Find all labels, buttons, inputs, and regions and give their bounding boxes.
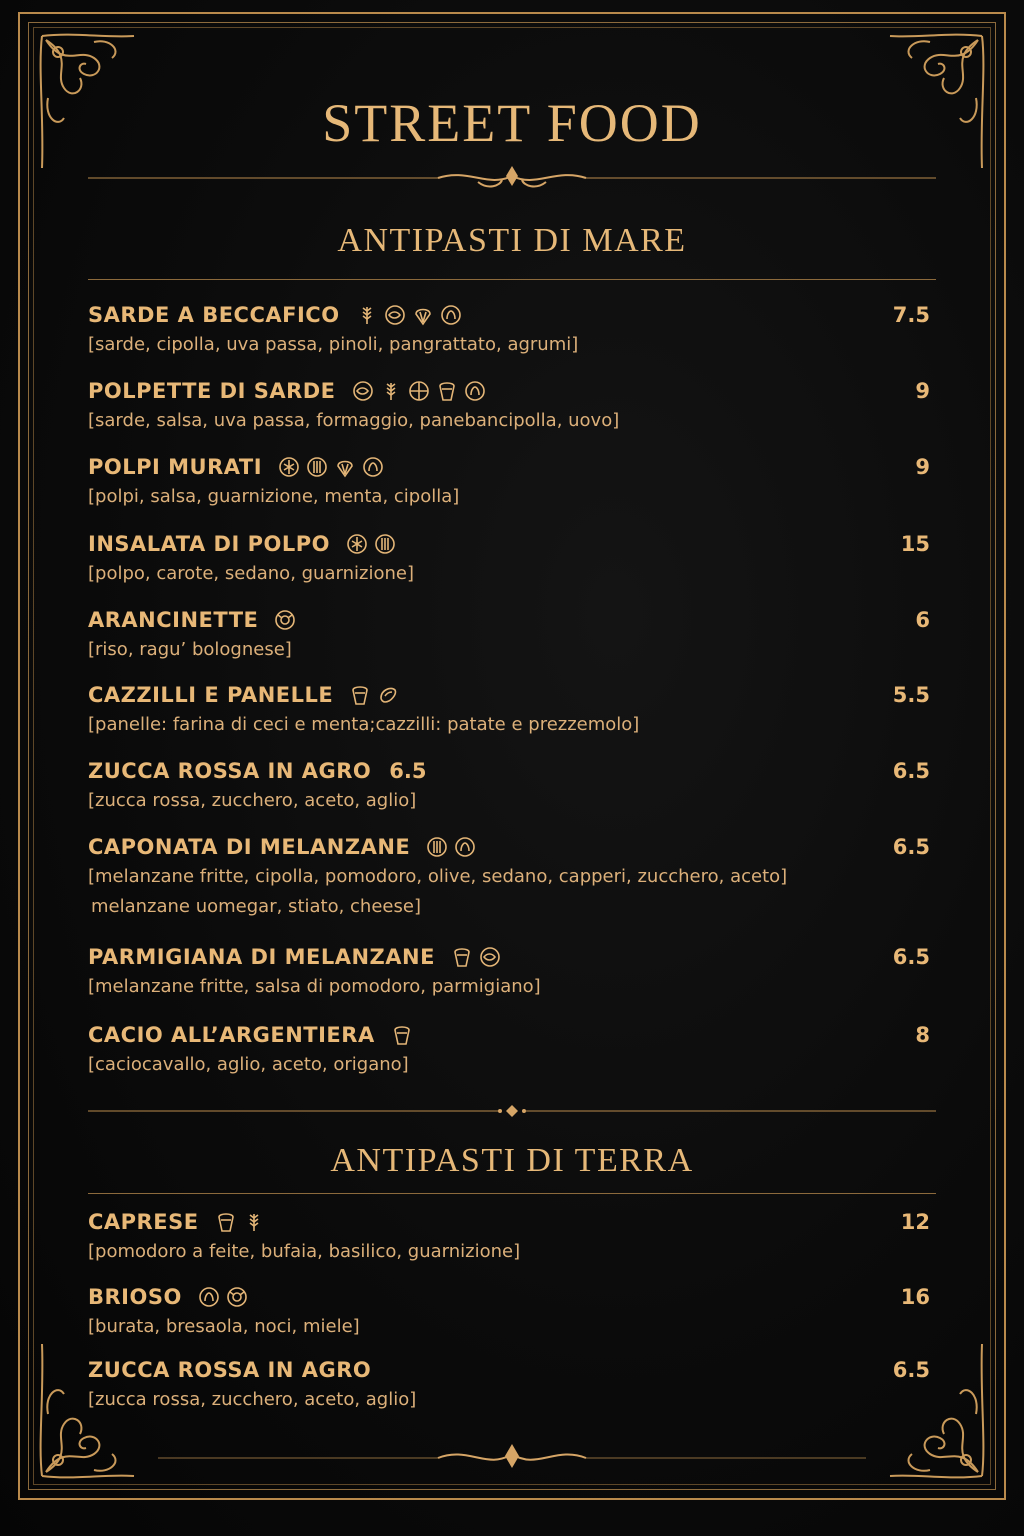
- menu-item-description-cont: melanzane uomegar, stiato, cheese]: [91, 896, 421, 917]
- menu-item-price: 6.5: [892, 1358, 930, 1382]
- menu-item-description: [melanzane fritte, cipolla, pomodoro, olive, sedano, capperi, zucchero, aceto]: [88, 866, 788, 887]
- menu-item-description: [sarde, cipolla, uva passa, pinoli, pangrattato, agrumi]: [88, 334, 579, 355]
- fish-icon: [384, 304, 406, 326]
- wheat-icon: [356, 304, 378, 326]
- menu-item-price: 7.5: [892, 303, 930, 327]
- menu-item-price: 12: [900, 1210, 930, 1234]
- section-title-mare: ANTIPASTI DI MARE: [337, 222, 687, 259]
- menu-item-header: [88, 529, 930, 559]
- menu-item-description: [polpi, salsa, guarnizione, menta, cipolla]: [88, 486, 460, 507]
- legume-icon: [377, 684, 399, 706]
- menu-item-header: [88, 1020, 930, 1050]
- menu-item: [88, 1207, 930, 1267]
- menu-item-header: [88, 680, 930, 710]
- allergen-icons: [198, 1286, 248, 1308]
- menu-item-name: PARMIGIANA DI MELANZANE: [88, 945, 435, 969]
- milk-icon: [215, 1211, 237, 1233]
- menu-item-description: [burata, bresaola, noci, miele]: [88, 1316, 360, 1337]
- menu-item-description: [caciocavallo, aglio, aceto, origano]: [88, 1054, 409, 1075]
- wheat-icon: [380, 380, 402, 402]
- menu-item-price: 16: [900, 1285, 930, 1309]
- menu-item-price: 15: [900, 532, 930, 556]
- menu-item-name: INSALATA DI POLPO: [88, 532, 330, 556]
- menu-item-description: [sarde, salsa, uva passa, formaggio, panebancipolla, uovo]: [88, 410, 620, 431]
- menu-item-price: 6.5: [892, 835, 930, 859]
- menu-item-description: [melanzane fritte, salsa di pomodoro, parmigiano]: [88, 976, 541, 997]
- celery-icon: [426, 836, 448, 858]
- menu-item-price: 8: [915, 1023, 930, 1047]
- allergen-icons: [349, 684, 399, 706]
- menu-item-header: [88, 452, 930, 482]
- menu-item-header: [88, 1282, 930, 1312]
- gluten-icon: [274, 609, 296, 631]
- menu-item-name: ZUCCA ROSSA IN AGRO: [88, 759, 372, 783]
- menu-item-price: 6: [915, 608, 930, 632]
- menu-item-description: [pomodoro a feite, bufaia, basilico, guarnizione]: [88, 1241, 521, 1262]
- shellfish-icon: [334, 456, 356, 478]
- menu-item-header: [88, 1207, 930, 1237]
- menu-item-description: [polpo, carote, sedano, guarnizione]: [88, 563, 414, 584]
- menu-item-name: CAPRESE: [88, 1210, 199, 1234]
- menu-item-price: 6.5: [892, 945, 930, 969]
- menu-title: STREET FOOD: [322, 93, 702, 153]
- title-divider-icon: [88, 164, 936, 194]
- allergen-icons: [278, 456, 384, 478]
- wheat-icon: [243, 1211, 265, 1233]
- allergen-icons: [391, 1024, 413, 1046]
- nut-icon: [198, 1286, 220, 1308]
- fish-icon: [352, 380, 374, 402]
- section-line: [88, 279, 936, 280]
- allergen-icons: [274, 609, 296, 631]
- section-divider-icon: [88, 1098, 936, 1128]
- menu-item-name: CAZZILLI E PANELLE: [88, 683, 334, 707]
- menu-item: [88, 942, 930, 1002]
- menu-item-header: [88, 756, 930, 786]
- menu-item-inline-price: 6.5: [389, 759, 427, 783]
- menu-item-header: [88, 300, 930, 330]
- milk-icon: [391, 1024, 413, 1046]
- menu-item: [88, 680, 930, 740]
- nut-icon: [440, 304, 462, 326]
- fish-icon: [479, 946, 501, 968]
- menu-item: [88, 529, 930, 589]
- milk-icon: [436, 380, 458, 402]
- menu-item-name: POLPI MURATI: [88, 455, 263, 479]
- allergen-icons: [352, 380, 486, 402]
- menu-item: [88, 1282, 930, 1342]
- menu-item-name: ZUCCA ROSSA IN AGRO: [88, 1358, 372, 1382]
- menu-item: [88, 300, 930, 360]
- nut-icon: [454, 836, 476, 858]
- menu-item-header: [88, 1355, 930, 1385]
- menu-item: [88, 756, 930, 816]
- menu-item-header: [88, 832, 930, 862]
- menu-item-header: [88, 605, 930, 635]
- allergen-icons: [346, 533, 396, 555]
- menu-item-name: BRIOSO: [88, 1285, 182, 1309]
- section-line: [88, 1193, 936, 1194]
- menu-item-name: SARDE A BECCAFICO: [88, 303, 340, 327]
- celery-icon: [374, 533, 396, 555]
- milk-icon: [451, 946, 473, 968]
- celery-icon: [306, 456, 328, 478]
- menu-item-name: CAPONATA DI MELANZANE: [88, 835, 411, 859]
- section-title-terra: ANTIPASTI DI TERRA: [330, 1142, 694, 1179]
- menu-item-name: ARANCINETTE: [88, 608, 259, 632]
- menu-item-price: 6.5: [892, 759, 930, 783]
- menu-item: [88, 1020, 930, 1080]
- menu-item-price: 5.5: [892, 683, 930, 707]
- menu-item: [88, 1355, 930, 1415]
- menu-item: [88, 452, 930, 512]
- egg-icon: [408, 380, 430, 402]
- menu-item-description: [riso, ragu’ bolognese]: [88, 639, 292, 660]
- shellfish-icon: [412, 304, 434, 326]
- menu-item-name: CACIO ALL’ARGENTIERA: [88, 1023, 375, 1047]
- menu-item-price: 9: [915, 379, 930, 403]
- bottom-ornament-icon: [88, 1440, 936, 1474]
- menu-item-header: [88, 376, 930, 406]
- allergen-icons: [356, 304, 462, 326]
- allergen-icons: [215, 1211, 265, 1233]
- mollusc-icon: [278, 456, 300, 478]
- allergen-icons: [426, 836, 476, 858]
- gluten-icon: [226, 1286, 248, 1308]
- menu-item-description: [zucca rossa, zucchero, aceto, aglio]: [88, 790, 417, 811]
- menu-item-header: [88, 942, 930, 972]
- menu-item: [88, 605, 930, 665]
- nut-icon: [362, 456, 384, 478]
- milk-icon: [349, 684, 371, 706]
- menu-item: [88, 376, 930, 436]
- allergen-icons: [451, 946, 501, 968]
- mollusc-icon: [346, 533, 368, 555]
- nut-icon: [464, 380, 486, 402]
- menu-item-description: [zucca rossa, zucchero, aceto, aglio]: [88, 1389, 417, 1410]
- menu-item-price: 9: [915, 455, 930, 479]
- menu-item: [88, 832, 930, 922]
- menu-item-name: POLPETTE DI SARDE: [88, 379, 336, 403]
- menu-item-description: [panelle: farina di ceci e menta;cazzilli: patate e prezzemolo]: [88, 714, 640, 735]
